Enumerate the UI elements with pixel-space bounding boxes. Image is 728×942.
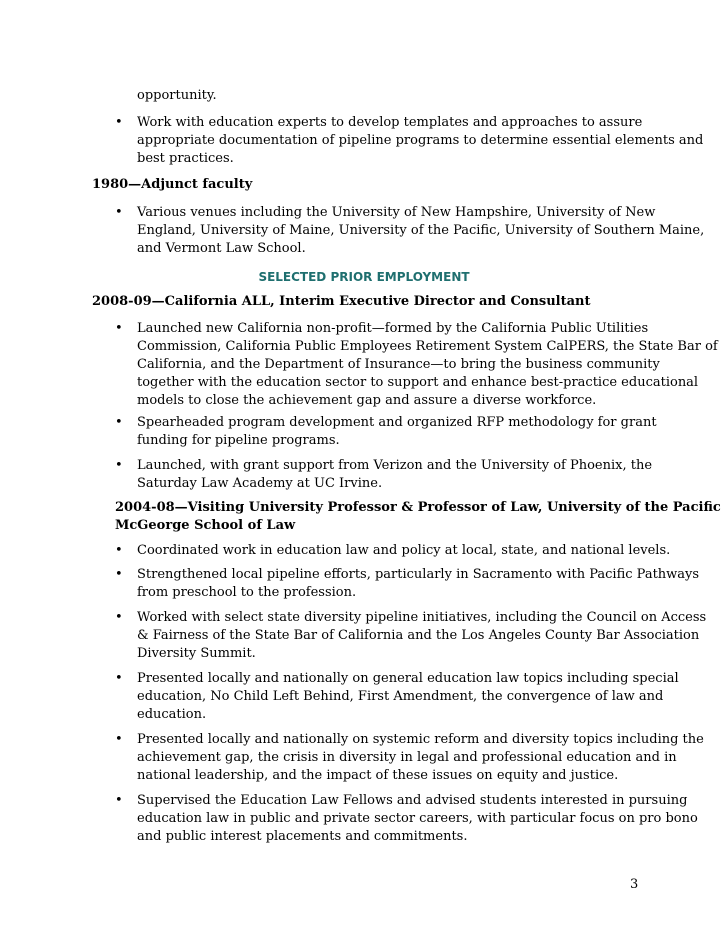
intro-bullet-line: best practices.	[137, 151, 234, 166]
pacific-title-line2: McGeorge School of Law	[115, 518, 296, 533]
pacific-title-line1: 2004-08—Visiting University Professor & Professor of Law, University of the Pacific	[115, 500, 721, 515]
pacific-bullet-line: Presented locally and nationally on systemic reform and diversity topics including the	[137, 732, 704, 747]
cal-all-bullet-line: Launched new California non-profit—formed by the California Public Utilities	[137, 321, 649, 336]
cal-all-bullet-line: Launched, with grant support from Verizon and the University of Phoenix, the	[137, 458, 653, 473]
pacific-bullet-line: & Fairness of the State Bar of California and the Los Angeles County Bar Association	[137, 628, 700, 643]
intro-bullet-line: appropriate documentation of pipeline programs to determine essential elements and	[137, 133, 704, 148]
pacific-bullet-line: Strengthened local pipeline efforts, particularly in Sacramento with Pacific Pathways	[137, 567, 700, 582]
pacific-bullet-line: achievement gap, the crisis in diversity in legal and professional education and in	[137, 750, 677, 765]
bullet-glyph: •	[115, 321, 123, 336]
cal-all-title: 2008-09—California ALL, Interim Executive Director and Consultant	[92, 294, 591, 309]
pacific-bullet-line: education.	[137, 707, 207, 722]
cal-all-bullet-line: Commission, California Public Employees Retirement System CalPERS, the State Bar of	[137, 339, 718, 354]
cal-all-bullet-line: together with the education sector to support and enhance best-practice educational	[137, 375, 699, 390]
adjunct-bullet-line: Various venues including the University of New Hampshire, University of New	[137, 205, 656, 220]
cal-all-bullet-line: models to close the achievement gap and assure a diverse workforce.	[137, 393, 597, 408]
pacific-bullet-line: education, No Child Left Behind, First Amendment, the convergence of law and	[137, 689, 664, 704]
intro-bullet-line: Work with education experts to develop templates and approaches to assure	[137, 115, 643, 130]
section-heading: SELECTED PRIOR EMPLOYMENT	[258, 270, 470, 284]
pacific-bullet-line: Worked with select state diversity pipeline initiatives, including the Council on Access	[137, 610, 707, 625]
adjunct-title: 1980—Adjunct faculty	[92, 177, 253, 192]
bullet-glyph: •	[115, 610, 123, 625]
cal-all-bullet-line: funding for pipeline programs.	[137, 433, 340, 448]
pacific-bullet-line: Presented locally and nationally on general education law topics including special	[137, 671, 679, 686]
bullet-glyph: •	[115, 793, 123, 808]
cal-all-bullet-line: Saturday Law Academy at UC Irvine.	[137, 476, 383, 491]
bullet-glyph: •	[115, 415, 123, 430]
pacific-bullet-line: education law in public and private sector careers, with particular focus on pro bono	[137, 811, 698, 826]
pacific-bullet-line: Coordinated work in education law and policy at local, state, and national levels.	[137, 543, 671, 558]
bullet-glyph: •	[115, 732, 123, 747]
pacific-bullet-line: Supervised the Education Law Fellows and advised students interested in pursuing	[137, 793, 688, 808]
bullet-glyph: •	[115, 671, 123, 686]
bullet-glyph: •	[115, 205, 123, 220]
adjunct-bullet-line: and Vermont Law School.	[137, 241, 306, 256]
pacific-bullet-line: from preschool to the profession.	[137, 585, 357, 600]
cal-all-bullet-line: California, and the Department of Insurance—to bring the business community	[137, 357, 660, 372]
pacific-bullet-line: and public interest placements and commitments.	[137, 829, 468, 844]
bullet-glyph: •	[115, 567, 123, 582]
pacific-bullet-line: national leadership, and the impact of these issues on equity and justice.	[137, 768, 619, 783]
cal-all-bullet-line: Spearheaded program development and organized RFP methodology for grant	[137, 415, 657, 430]
page-number: 3	[630, 877, 639, 892]
bullet-glyph: •	[115, 543, 123, 558]
bullet-glyph: •	[115, 115, 123, 130]
bullet-glyph: •	[115, 458, 123, 473]
adjunct-bullet-line: England, University of Maine, University of the Pacific, University of Southern Maine,	[137, 223, 705, 238]
pacific-bullet-line: Diversity Summit.	[137, 646, 256, 661]
intro-continuation: opportunity.	[137, 88, 217, 103]
